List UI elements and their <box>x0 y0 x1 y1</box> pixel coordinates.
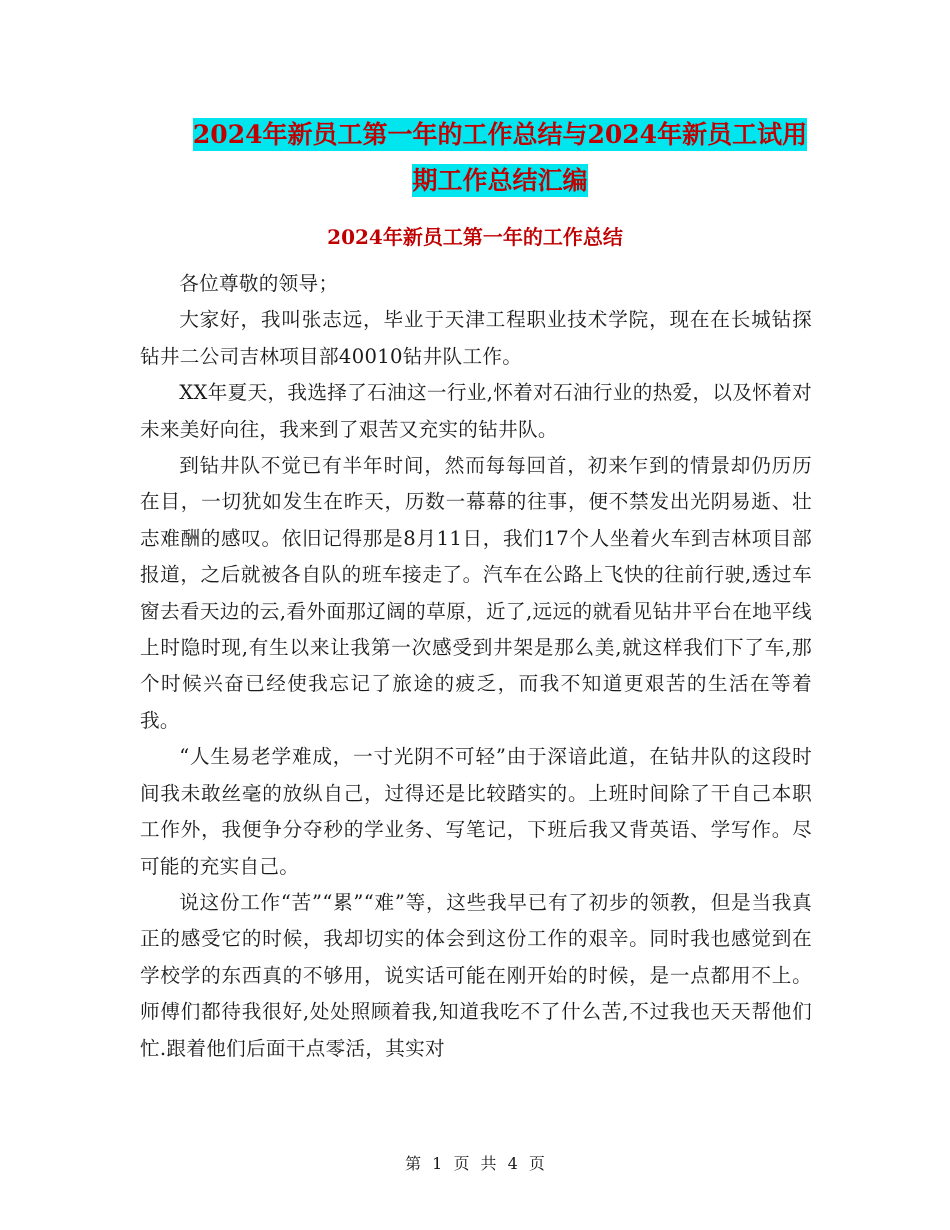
document-title-line-1: 2024年新员工第一年的工作总结与2024年新员工试用 <box>192 120 808 149</box>
document-title-line-2: 期工作总结汇编 <box>412 166 588 195</box>
page-footer: 第 1 页 共 4 页 <box>405 1154 545 1173</box>
paragraph: 大家好，我叫张志远，毕业于天津工程职业技术学院，现在在长城钻探钻井二公司吉林项目部40010钻井队工作。 <box>140 308 812 368</box>
document-body <box>140 266 812 1067</box>
paragraph: “人生易老学难成，一寸光阴不可轻”由于深谙此道，在钻井队的这段时间我未敢丝毫的放纵自己，过得还是比较踏实的。上班时间除了干自己本职工作外，我便争分夺秒的学业务、写笔记，下班后我又背英语、学写作。尽可能的充实自己。 <box>140 745 812 878</box>
section-title: 2024年新员工第一年的工作总结 <box>327 225 623 249</box>
paragraph: 到钻井队不觉已有半年时间，然而每每回首，初来乍到的情景却仍历历在目，一切犹如发生在昨天，历数一幕幕的往事，便不禁发出光阴易逝、壮志难酬的感叹。依旧记得那是8月11日，我们17个人坐着火车到吉林项目部报道，之后就被各自队的班车接走了。汽车在公路上飞快的往前行驶,透过车窗去看天边的云,看外面那辽阔的草原，近了,远远的就看见钻井平台在地平线上时隐时现,有生以来让我第一次感受到井架是那么美,就这样我们下了车,那个时候兴奋已经使我忘记了旅途的疲乏，而我不知道更艰苦的生活在等着我。 <box>140 454 812 732</box>
paragraph: 说这份工作“苦”“累”“难”等，这些我早已有了初步的领教，但是当我真正的感受它的时候，我却切实的体会到这份工作的艰辛。同时我也感觉到在学校学的东西真的不够用，说实话可能在刚开始的时候，是一点都用不上。师傅们都待我很好,处处照顾着我,知道我吃不了什么苦,不过我也天天帮他们忙.跟着他们后面干点零活，其实对 <box>140 890 812 1060</box>
paragraph-salutation: 各位尊敬的领导； <box>179 272 339 295</box>
document-title <box>140 112 860 204</box>
paragraph: XX年夏天，我选择了石油这一行业,怀着对石油行业的热爱，以及怀着对未来美好向往，我来到了艰苦又充实的钻井队。 <box>140 381 812 441</box>
